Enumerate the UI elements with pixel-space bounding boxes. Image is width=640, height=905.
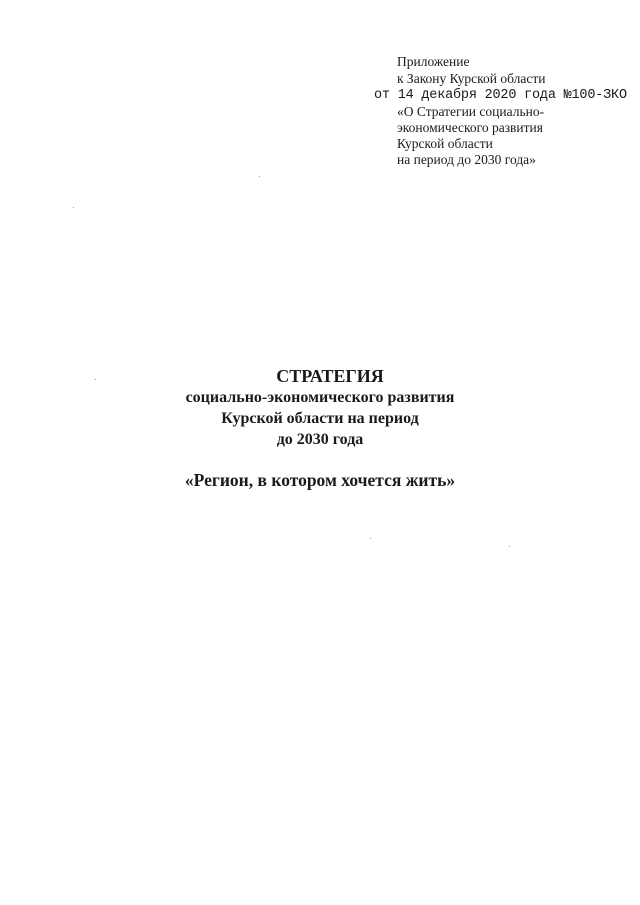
appendix-label: Приложение xyxy=(397,54,470,69)
document-subtitle-line-2: Курской области на период xyxy=(221,410,419,427)
appendix-header xyxy=(0,0,640,200)
appendix-law-title-line-1: «О Стратегии социально- xyxy=(397,104,545,119)
document-title: СТРАТЕГИЯ xyxy=(276,366,384,386)
scan-speck xyxy=(73,207,74,208)
scan-speck xyxy=(370,538,371,539)
appendix-law-title-line-3: Курской области xyxy=(397,136,493,151)
appendix-law-title-line-2: экономического развития xyxy=(397,120,543,135)
scan-speck xyxy=(259,176,260,177)
document-subtitle-line-1: социально-экономического развития xyxy=(185,389,455,406)
scan-speck xyxy=(509,546,510,547)
document-slogan: «Регион, в котором хочется жить» xyxy=(184,470,456,490)
appendix-law-reference: к Закону Курской области xyxy=(397,71,546,86)
appendix-law-title-line-4: на период до 2030 года» xyxy=(397,152,536,167)
document-title-block xyxy=(0,365,640,491)
document-subtitle-line-3: до 2030 года xyxy=(276,431,364,448)
scan-speck xyxy=(95,379,96,380)
appendix-date-number: от 14 декабря 2020 года №100-ЗКО xyxy=(374,88,627,103)
